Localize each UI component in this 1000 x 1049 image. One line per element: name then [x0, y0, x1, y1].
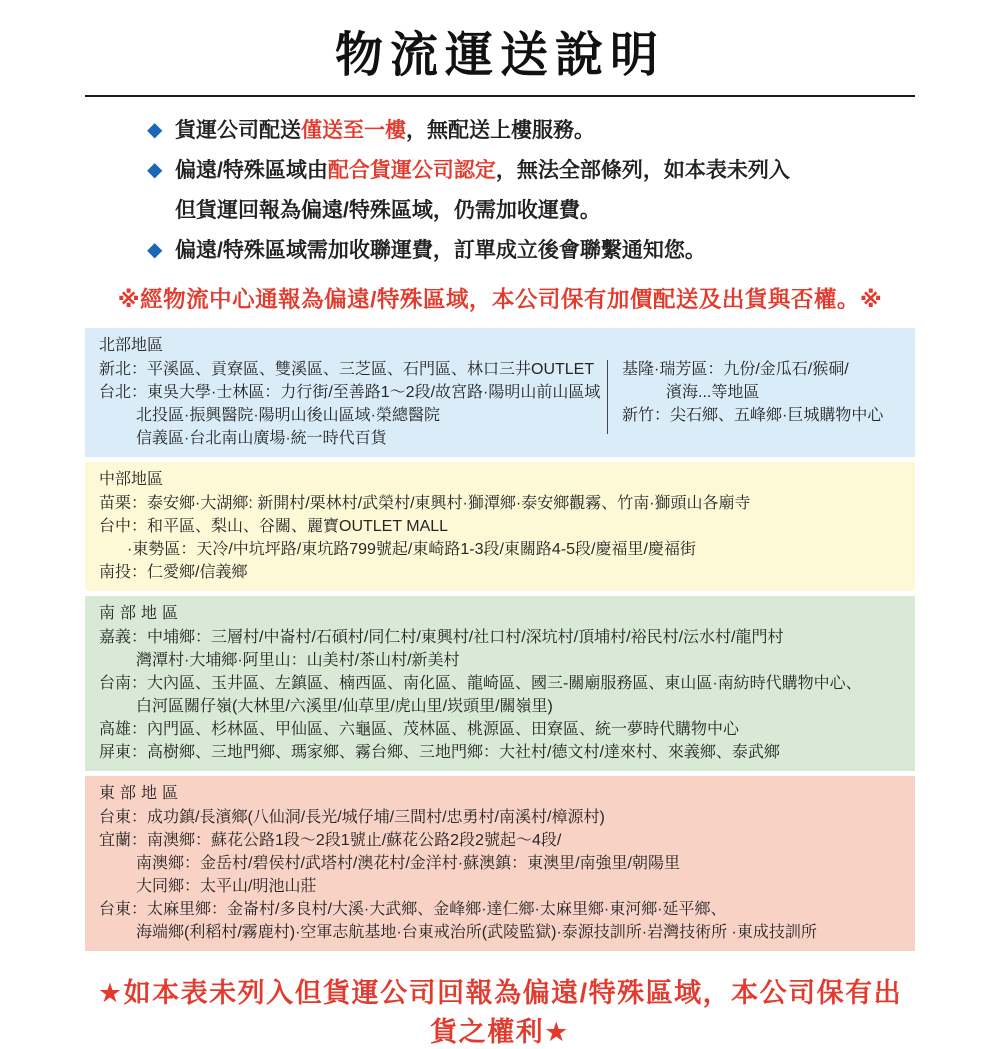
- bullet-3-text: 偏遠/特殊區域需加收聯運費，訂單成立後會聯繫通知您。: [175, 239, 706, 262]
- region-line: 白河區關仔嶺(大林里/六溪里/仙草里/虎山里/崁頭里/關嶺里): [136, 698, 553, 715]
- diamond-bullet-icon: ◆: [147, 159, 163, 181]
- bullet-item-3: [147, 237, 915, 264]
- region-box-south: [85, 596, 915, 771]
- title-divider: [85, 95, 915, 97]
- region-box-north: [85, 328, 915, 457]
- region-line: 台中：和平區、梨山、谷關、麗寶OUTLET MALL: [99, 518, 449, 535]
- region-line: 南澳鄉：金岳村/碧侯村/武塔村/澳花村/金洋村·蘇澳鎮：東澳里/南強里/朝陽里: [136, 855, 681, 872]
- region-header-south: 南部地區: [99, 605, 184, 622]
- diamond-bullet-icon: ◆: [147, 239, 163, 261]
- region-box-central: [85, 462, 915, 591]
- north-left-column: [99, 358, 607, 450]
- region-line: ·東勢區：天冷/中坑坪路/東坑路799號起/東崎路1-3段/東關路4-5段/慶福里/慶福街: [127, 541, 696, 558]
- bottom-warning-text: ★如本表未列入但貨運公司回報為偏遠/特殊區域，本公司保有出貨之權利★: [97, 978, 903, 1047]
- region-header-east: 東部地區: [99, 785, 184, 802]
- region-line: 台南：大內區、玉井區、左鎮區、楠西區、南化區、龍崎區、國三-關廟服務區、東山區·南紡時代購物中心、: [99, 675, 862, 692]
- bullet-1-pre: 貨運公司配送: [175, 119, 301, 142]
- region-line: 灣潭村·大埔鄉·阿里山：山美村/茶山村/新美村: [136, 652, 460, 669]
- region-line: 苗栗：泰安鄉·大湖鄉: 新開村/栗林村/武榮村/東興村·獅潭鄉·泰安鄉觀霧、竹南·獅頭山各廟寺: [99, 495, 751, 512]
- region-header-north: 北部地區: [99, 337, 164, 354]
- region-line: 海端鄉(利稻村/霧鹿村)·空軍志航基地·台東戒治所(武陵監獄)·泰源技訓所·岩灣技術所 ·東成技訓所: [136, 924, 817, 941]
- north-columns: [99, 358, 901, 450]
- region-box-east: [85, 776, 915, 951]
- region-line: 台東：成功鎮/長濱鄉(八仙洞/長光/城仔埔/三間村/忠勇村/南溪村/樟源村): [99, 809, 605, 826]
- region-line: 台東：太麻里鄉：金崙村/多良村/大溪·大武鄉、金峰鄉·達仁鄉·太麻里鄉·東河鄉·延平鄉、: [99, 901, 727, 918]
- bullet-1-highlight: 僅送至一樓: [301, 119, 406, 142]
- bullet-list: [147, 117, 915, 264]
- region-line: 新竹：尖石鄉、五峰鄉·巨城購物中心: [622, 407, 884, 424]
- bullet-2-post: ，無法全部條列，如本表未列入: [495, 159, 790, 182]
- region-line: 大同鄉：太平山/明池山莊: [136, 878, 317, 895]
- north-right-column: [608, 358, 901, 450]
- page-title: 物流運送說明: [334, 29, 665, 82]
- region-line: 北投區·振興醫院·陽明山後山區域·榮總醫院: [136, 407, 440, 424]
- region-line: 基隆·瑞芳區：九份/金瓜石/猴硐/: [622, 361, 849, 378]
- diamond-bullet-icon: ◆: [147, 119, 163, 141]
- bullet-1-post: ，無配送上樓服務。: [406, 119, 595, 142]
- region-line: 嘉義：中埔鄉：三層村/中崙村/石碩村/同仁村/東興村/社口村/深坑村/頂埔村/裕民村/沄水村/龍門村: [99, 629, 784, 646]
- region-line: 新北：平溪區、貢寮區、雙溪區、三芝區、石門區、林口三井OUTLET: [99, 361, 595, 378]
- bullet-item-1: [147, 117, 915, 144]
- bullet-2-continuation: 但貨運回報為偏遠/特殊區域，仍需加收運費。: [175, 199, 601, 222]
- region-line: 南投：仁愛鄉/信義鄉: [99, 564, 248, 581]
- bullet-item-2: [147, 157, 915, 184]
- bullet-text: [175, 157, 790, 184]
- region-header-central: 中部地區: [99, 471, 164, 488]
- top-warning-text: ※經物流中心通報為偏遠/特殊區域，本公司保有加價配送及出貨與否權。※: [117, 287, 883, 312]
- region-line: 濱海...等地區: [666, 384, 760, 401]
- region-line: 宜蘭：南澳鄉：蘇花公路1段～2段1號止/蘇花公路2段2號起～4段/: [99, 832, 562, 849]
- bullet-text: [175, 117, 595, 144]
- bullet-2-highlight: 配合貨運公司認定: [327, 159, 496, 182]
- region-line: 信義區·台北南山廣場·統一時代百貨: [136, 430, 387, 447]
- region-line: 高雄：內門區、杉林區、甲仙區、六龜區、茂林區、桃源區、田寮區、統一夢時代購物中心: [99, 721, 740, 738]
- region-line: 台北：東吳大學·士林區：力行街/至善路1～2段/故宮路·陽明山前山區域: [99, 384, 601, 401]
- region-line: 屏東：高樹鄉、三地門鄉、瑪家鄉、霧台鄉、三地門鄉：大社村/德文村/達來村、來義鄉、泰武鄉: [99, 744, 780, 761]
- bullet-2-pre: 偏遠/特殊區域由: [175, 159, 328, 182]
